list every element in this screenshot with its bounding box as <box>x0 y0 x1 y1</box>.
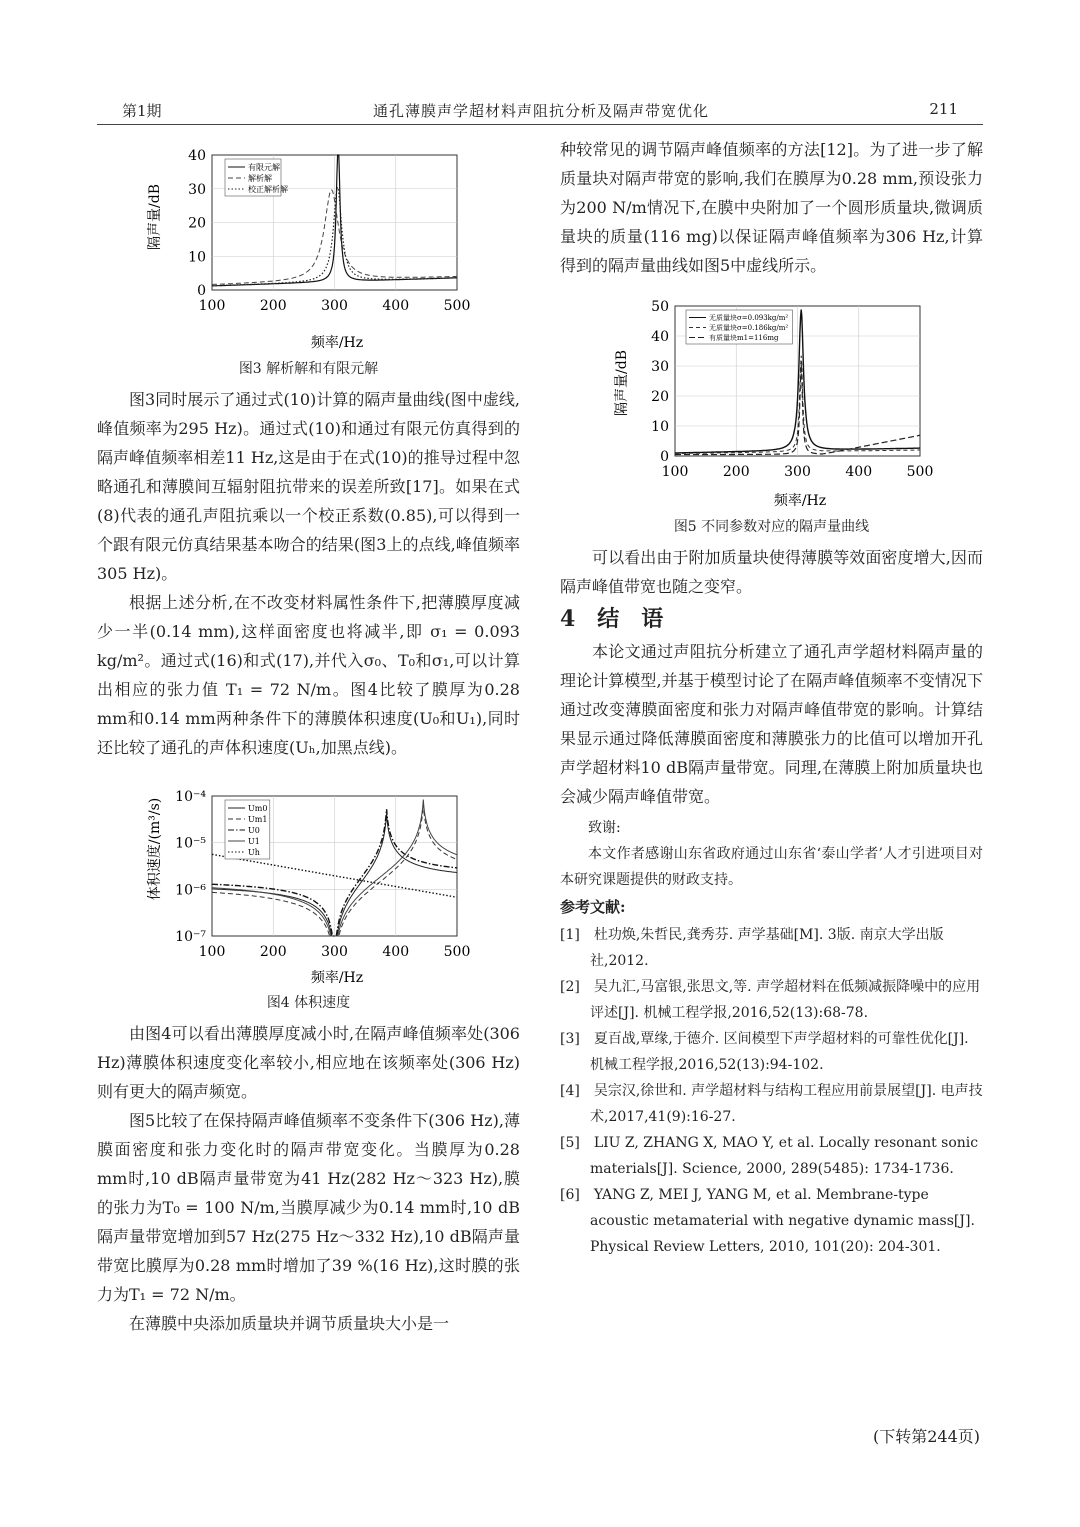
figure-5 <box>560 298 983 537</box>
paragraph: 根据上述分析,在不改变材料属性条件下,把薄膜厚度减少一半(0.14 mm),这样面密度也将减半,即 σ₁ = 0.093 kg/m²。通过式(16)和式(17),并代入σ₀、T₀和σ₁,可以计算出相应的张力值 T₁ = 72 N/m。图4比较了膜厚为0.28 mm和0.14 mm两种条件下的薄膜体积速度(U₀和U₁),同时还比较了通孔的声体积速度(Uₕ,加黑点线)。 <box>97 593 520 757</box>
fig4-xtick: 200 <box>259 944 287 960</box>
fig3-xtick: 200 <box>259 298 287 314</box>
fig4-legend-label: U1 <box>248 837 260 846</box>
fig4-ytick: 10⁻⁵ <box>175 835 206 852</box>
header-rule <box>97 124 983 125</box>
section-heading: 4 结 语 <box>560 606 664 632</box>
reference-item: [5] LIU Z, ZHANG X, MAO Y, et al. Locally resonant sonic materials[J]. Science, 2000, 289(5485): 1734-1736. <box>560 1135 979 1177</box>
fig4-caption: 图4 体积速度 <box>266 995 351 1011</box>
fig5-ylabel: 隔声量/dB <box>614 350 630 416</box>
paragraph: 种较常见的调节隔声峰值频率的方法[12]。为了进一步了解质量块对隔声带宽的影响,我们在膜厚为0.28 mm,预设张力为200 N/m情况下,在膜中央附加了一个圆形质量块,微调质量块的质量(116 mg)以保证隔声峰值频率为306 Hz,计算得到的隔声量曲线如图5中虚线所示。 <box>560 140 983 275</box>
fig3-caption: 图3 解析解和有限元解 <box>238 361 379 377</box>
paragraph: 在薄膜中央添加质量块并调节质量块大小是一 <box>129 1314 450 1333</box>
fig4-legend-label: Um0 <box>248 804 268 813</box>
fig4-legend-label: U0 <box>248 826 260 835</box>
fig5-xtick: 200 <box>722 464 750 480</box>
paragraph: 本论文通过声阻抗分析建立了通孔声学超材料隔声量的理论计算模型,并基于模型讨论了在隔声峰值频率不变情况下通过改变薄膜面密度和张力对隔声峰值带宽的影响。计算结果显示通过降低薄膜面密度和薄膜张力的比值可以增加开孔声学超材料10 dB隔声量带宽。同理,在薄膜上附加质量块也会减少隔声峰值带宽。 <box>560 642 983 806</box>
fig5-xtick: 500 <box>906 464 934 480</box>
fig4-ylabel: 体积速度/(m³/s) <box>147 797 163 901</box>
reference-item: [3] 夏百战,覃缘,于德介. 区间模型下声学超材料的可靠性优化[J]. 机械工程学报,2016,52(13):94-102. <box>560 1031 969 1073</box>
fig5-ytick: 40 <box>651 329 669 345</box>
fig5-ytick: 0 <box>660 449 669 465</box>
fig5-xtick: 300 <box>784 464 811 480</box>
reference-item: [6] YANG Z, MEI J, YANG M, et al. Membrane-type acoustic metamaterial with negative dynamic mass[J]. Physical Review Letters, 2010, 101(20): 204-301. <box>560 1187 975 1255</box>
paragraph: 可以看出由于附加质量块使得薄膜等效面密度增大,因而隔声峰值带宽也随之变窄。 <box>560 548 983 596</box>
reference-list <box>560 922 983 1260</box>
fig3-xtick: 100 <box>198 298 226 314</box>
fig5-ytick: 10 <box>651 419 669 435</box>
fig5-legend-label: 有质量块m1=116mg <box>709 334 779 342</box>
references-title: 参考文献: <box>560 898 626 916</box>
reference-item: [2] 吴九汇,马富银,张思文,等. 声学超材料在低频减振降噪中的应用评述[J]. 机械工程学报,2016,52(13):68-78. <box>560 979 981 1021</box>
fig3-ylabel: 隔声量/dB <box>147 184 163 250</box>
fig3-legend-label: 解析解 <box>248 174 272 183</box>
fig3-ytick: 40 <box>188 148 206 164</box>
fig5-ytick: 20 <box>651 389 669 405</box>
ack-title: 致谢: <box>588 820 621 836</box>
fig5-xtick: 100 <box>661 464 689 480</box>
paragraph: 图5比较了在保持隔声峰值频率不变条件下(306 Hz),薄膜面密度和张力变化时的隔声带宽变化。当膜厚为0.28 mm时,10 dB隔声量带宽为41 Hz(282 Hz～323 Hz),膜的张力为T₀ = 100 N/m,当膜厚减少为0.14 mm时,10 dB隔声量带宽增加到57 Hz(275 Hz～332 Hz),10 dB隔声量带宽比膜厚为0.28 mm时增加了39 %(16 Hz),这时膜的张力为T₁ = 72 N/m。 <box>97 1111 520 1304</box>
ack-text: 本文作者感谢山东省政府通过山东省‘泰山学者’人才引进项目对本研究课题提供的财政支持。 <box>560 846 983 888</box>
continued-note: (下转第244页) <box>872 1427 980 1446</box>
fig4-xlabel: 频率/Hz <box>310 970 364 986</box>
fig4-legend-label: Uh <box>248 848 260 857</box>
fig3-xlabel: 频率/Hz <box>310 335 364 351</box>
reference-item: [4] 吴宗汉,徐世和. 声学超材料与结构工程应用前景展望[J]. 电声技术,2017,41(9):16-27. <box>560 1083 983 1125</box>
fig4-ytick: 10⁻⁶ <box>175 882 206 899</box>
fig3-ytick: 20 <box>188 215 206 232</box>
figure-3 <box>97 135 520 379</box>
fig3-ytick: 30 <box>188 181 206 198</box>
paragraph: 图3同时展示了通过式(10)计算的隔声量曲线(图中虚线,峰值频率为295 Hz)。通过式(10)和通过有限元仿真得到的隔声峰值频率相差11 Hz,这是由于在式(10)的推导过程中忽略通孔和薄膜间互辐射阻抗带来的误差所致[17]。如果在式(8)代表的通孔声阻抗乘以一个校正系数(0.85),可以得到一个跟有限元仿真结果基本吻合的结果(图3上的点线,峰值频率305 Hz)。 <box>97 390 520 583</box>
fig5-ytick: 30 <box>651 359 669 375</box>
fig3-xtick: 500 <box>443 298 471 314</box>
fig5-ytick: 50 <box>651 299 669 315</box>
fig5-legend-label: 无质量块σ=0.186kg/m² <box>709 324 789 332</box>
page-number: 211 <box>929 100 958 118</box>
fig4-xtick: 500 <box>443 944 471 960</box>
fig3-legend-label: 有限元解 <box>248 163 280 172</box>
fig4-legend-label: Um1 <box>248 815 268 824</box>
fig3-ytick: 10 <box>188 249 206 266</box>
fig3-ytick: 0 <box>197 283 206 299</box>
fig4-ytick: 10⁻⁴ <box>175 789 206 805</box>
fig5-caption: 图5 不同参数对应的隔声量曲线 <box>673 519 870 535</box>
reference-item: [1] 杜功焕,朱哲民,龚秀芬. 声学基础[M]. 3版. 南京大学出版社,2012. <box>560 927 944 969</box>
fig5-legend-label: 无质量块σ=0.093kg/m² <box>709 314 789 322</box>
acknowledgement <box>560 815 983 893</box>
fig4-xtick: 100 <box>198 944 226 960</box>
fig4-ytick: 10⁻⁷ <box>175 929 206 945</box>
right-column <box>560 135 983 1260</box>
fig5-xtick: 400 <box>845 464 873 480</box>
paragraph: 由图4可以看出薄膜厚度减小时,在隔声峰值频率处(306 Hz)薄膜体积速度变化率较小,相应地在该频率处(306 Hz)则有更大的隔声频宽。 <box>97 1024 520 1101</box>
fig4-xtick: 300 <box>321 944 348 960</box>
fig3-xtick: 300 <box>321 298 348 314</box>
figure-4 <box>97 774 520 1013</box>
fig3-xtick: 400 <box>382 298 410 314</box>
fig4-xtick: 400 <box>382 944 410 960</box>
left-column <box>97 135 520 1338</box>
running-title: 通孔薄膜声学超材料声阻抗分析及隔声带宽优化 <box>373 102 710 120</box>
fig5-xlabel: 频率/Hz <box>773 493 827 509</box>
journal-issue: 第1期 <box>122 102 162 120</box>
fig3-legend-label: 校正解析解 <box>248 185 288 194</box>
